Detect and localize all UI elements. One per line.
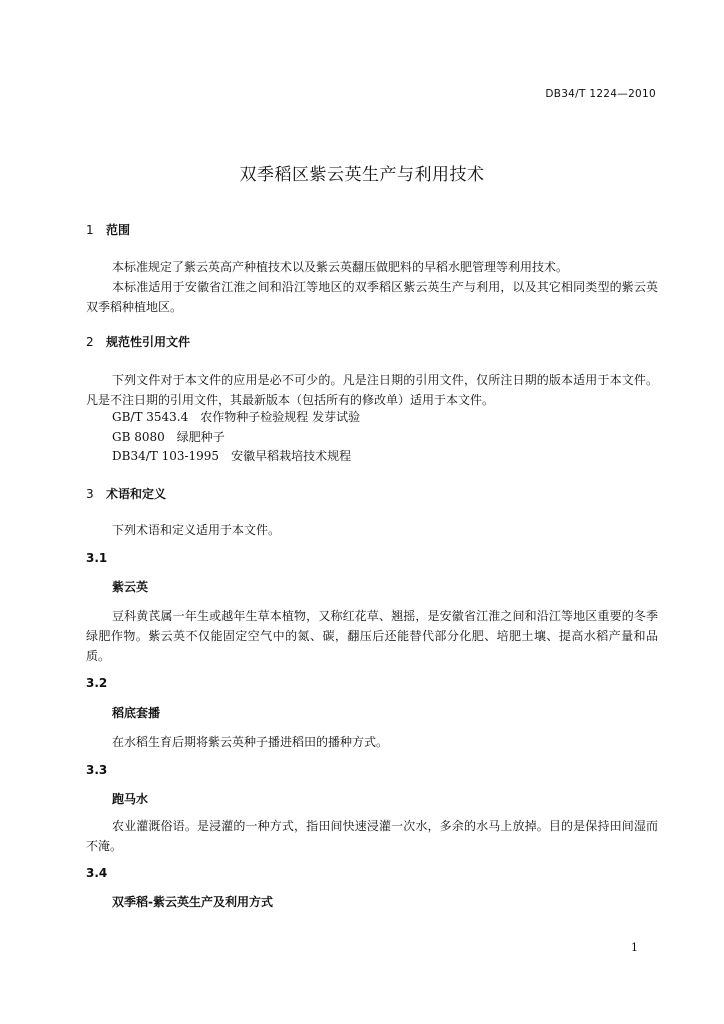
section-3-heading (86, 485, 166, 502)
section-3-intro: 下列术语和定义适用于本文件。 (112, 523, 281, 537)
term-definition: 在水稻生育后期将紫云英种子播进稻田的播种方式。 (112, 735, 389, 749)
reference-item: GB/T 3543.4 农作物种子检验规程 发芽试验 (112, 410, 361, 424)
term-definition: 农业灌溉俗语。是浸灌的一种方式，指田间快速浸灌一次水，多余的水马上放掉。目的是保持田间湿而不淹。 (86, 819, 658, 853)
section-number: 3 (86, 487, 94, 501)
section-1-heading (86, 221, 130, 238)
section-2-heading (86, 333, 190, 350)
term-title: 跑马水 (112, 792, 149, 806)
section-title: 范围 (106, 223, 131, 237)
section-number: 2 (86, 335, 94, 349)
section-2-intro: 下列文件对于本文件的应用是必不可少的。凡是注日期的引用文件，仅所注日期的版本适用于本文件。凡是不注日期的引用文件，其最新版本（包括所有的修改单）适用于本文件。 (86, 373, 658, 407)
term-number: 3.1 (86, 551, 108, 565)
term-title: 稻底套播 (112, 706, 161, 720)
section-title: 术语和定义 (106, 487, 167, 501)
term-title: 双季稻-紫云英生产及利用方式 (112, 895, 273, 909)
term-number: 3.2 (86, 676, 108, 690)
document-title: 双季稻区紫云英生产与利用技术 (239, 165, 485, 185)
section-number: 1 (86, 223, 94, 237)
reference-item: GB 8080 绿肥种子 (112, 430, 225, 444)
term-title: 紫云英 (112, 580, 149, 594)
standard-number: DB34/T 1224—2010 (545, 88, 656, 100)
section-title: 规范性引用文件 (106, 335, 191, 349)
section-1-paragraph-2: 本标准适用于安徽省江淮之间和沿江等地区的双季稻区紫云英生产与利用，以及其它相同类型的紫云英双季稻种植地区。 (86, 280, 658, 314)
term-definition: 豆科黄芪属一年生或越年生草本植物，又称红花草、翘摇，是安徽省江淮之间和沿江等地区重要的冬季绿肥作物。紫云英不仅能固定空气中的氮、碳，翻压后还能替代部分化肥、培肥土壤、提高水稻产量和品质。 (86, 609, 658, 663)
reference-item: DB34/T 103-1995 安徽早稻栽培技术规程 (112, 449, 352, 463)
section-1-paragraph-1: 本标准规定了紫云英高产种植技术以及紫云英翻压做肥料的早稻水肥管理等利用技术。 (112, 260, 569, 274)
term-number: 3.4 (86, 866, 108, 880)
term-number: 3.3 (86, 763, 108, 777)
page-number: 1 (631, 941, 638, 954)
